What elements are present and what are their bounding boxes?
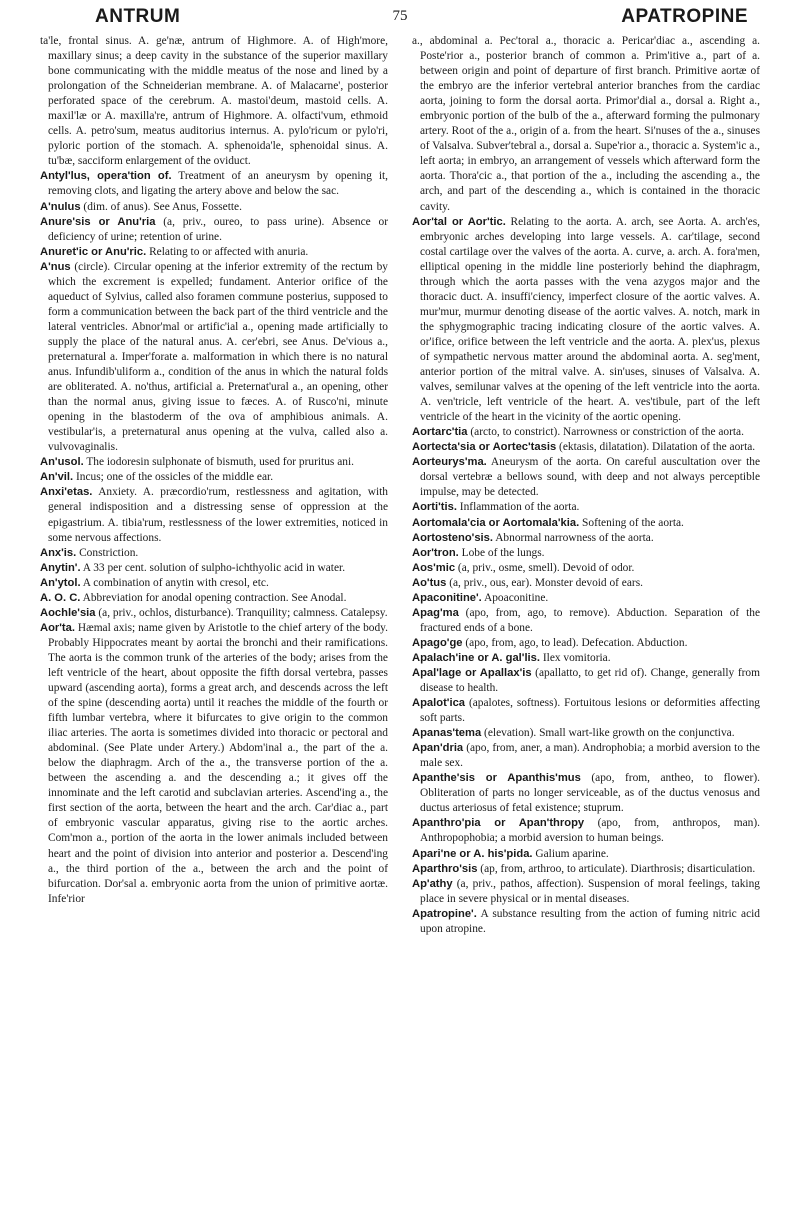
entry-definition: (apo, from, antheo, to flower). Obliteration of parts no longer serviceable, as of the ductus venosus and ductus arteriosus of fetal existence; stuprum. xyxy=(420,772,760,815)
dictionary-entry xyxy=(412,907,760,937)
dictionary-entry xyxy=(412,666,760,696)
dictionary-entry xyxy=(412,440,760,455)
entry-definition: (apo, from, anthropos, man). Anthropophobia; a morbid aversion to human beings. xyxy=(420,817,760,845)
dictionary-entry xyxy=(412,531,760,546)
dictionary-entry xyxy=(412,862,760,877)
entry-headword: Apalach'ine or A. gal'lis. xyxy=(412,651,541,664)
dictionary-entry xyxy=(40,591,388,606)
header-last-word: APATROPINE xyxy=(621,6,748,27)
dictionary-entry xyxy=(412,771,760,816)
entry-definition: (ektasis, dilatation). Dilatation of the aorta. xyxy=(556,441,756,454)
dictionary-entry xyxy=(40,455,388,470)
entry-headword: Apag'ma xyxy=(412,606,459,619)
entry-definition: (a, priv., ochlos, disturbance). Tranquility; calmness. Catalepsy. xyxy=(95,606,388,619)
dictionary-entry xyxy=(40,169,388,199)
dictionary-entry xyxy=(412,816,760,846)
entry-definition: Abbreviation for anodal opening contraction. See Anodal. xyxy=(80,591,347,604)
dictionary-entry xyxy=(412,606,760,636)
dictionary-entry xyxy=(412,591,760,606)
entry-definition: Softening of the aorta. xyxy=(579,516,684,529)
entry-headword: Ap'athy xyxy=(412,877,453,890)
entry-definition: Anxiety. A. præcordio'rum, restlessness and agitation, with general indisposition and a distressing sense of oppression at the epigastrium. A. tibia'rum, restlessness of the lower extremities, noticed in some nervous affections. xyxy=(48,486,388,544)
entry-headword: Apari'ne or A. his'pida. xyxy=(412,847,533,860)
dictionary-entry xyxy=(40,245,388,260)
dictionary-entry xyxy=(412,696,760,726)
entry-headword: Aor'tal or Aor'tic. xyxy=(412,215,506,228)
entry-definition: Aneurysm of the aorta. On careful auscultation over the dorsal vertebræ a bellows sound, with deep and not always perceptible impulse, may be detected. xyxy=(420,456,760,499)
dictionary-entry xyxy=(412,516,760,531)
entry-headword: Apal'lage or Apallax'is xyxy=(412,666,532,679)
dictionary-entry xyxy=(412,34,760,215)
entry-definition: A 33 per cent. solution of sulpho-ichthyolic acid in water. xyxy=(80,561,346,574)
dictionary-entry xyxy=(40,546,388,561)
entry-definition: (a, priv., osme, smell). Devoid of odor. xyxy=(455,561,635,574)
dictionary-entry xyxy=(40,34,388,169)
dictionary-entry xyxy=(412,847,760,862)
entry-headword: Aochle'sia xyxy=(40,606,96,619)
entry-headword: Ao'tus xyxy=(412,576,447,589)
entry-definition: a., abdominal a. Pec'toral a., thoracic a. Pericar'diac a., ascending a. Poste'rior a., posterior branch of common a. Prim'itive a., part of a. between origin and point of departure of first branch. Primitive aortæ of the embryo are the inferior vertebral anterior branches from the cardiac aorta, joining to form the dorsal aorta. Primor'dial a., dorsal a. Right a., embryonic portion of the bulb of the a., afterward forming the pulmonary artery. Root of the a., origin of a. from the heart. Si'nuses of the a., sinuses of Valsalva. Subver'tebral a., dorsal a. Supe'rior a., thoracic a. System'ic a., left aorta; in embryo, an arrangement of vessels which afterward form the aorta. Thora'cic a., that portion of the a., including the ascending a., the arch, and part of the descending a., which is contained in the thoracic cavity. xyxy=(412,35,760,213)
entry-definition: ta'le, frontal sinus. A. ge'næ, antrum of Highmore. A. of High'more, maxillary sinus; a deep cavity in the substance of the superior maxillary bone communicating with the middle meatus of the nose and lined by a prolongation of the Schneiderian membrane. A. of Malacarne', posterior perforated space of the cerebrum. A. mastoi'deum, mastoid cells. A. maxil'læ or A. maxilla're, antrum of Highmore. A. olfacti'vum, ethmoid cells. A. petro'sum, meatus auditorius internus. A. pylo'ricum or pylo'ri, pyloric portion of the stomach. A. sphenoida'le, sphenoidal sinus. A. tu'bæ, sacciform enlargement of the oviduct. xyxy=(40,35,388,168)
entry-headword: A'nus xyxy=(40,260,71,273)
dictionary-entry xyxy=(40,215,388,245)
entry-definition: Treatment of an aneurysm by opening it, removing clots, and ligating the artery above and below the sac. xyxy=(48,170,388,198)
dictionary-entry xyxy=(40,606,388,621)
entry-definition: (apallatto, to get rid of). Change, generally from disease to health. xyxy=(420,666,760,695)
entry-definition: (ap, from, arthroo, to articulate). Diarthrosis; disarticulation. xyxy=(477,862,756,875)
entry-definition: Incus; one of the ossicles of the middle ear. xyxy=(73,471,274,484)
dictionary-entry xyxy=(412,741,760,771)
entry-headword: Aor'ta. xyxy=(40,621,75,634)
entry-headword: Apanthro'pia or Apan'thropy xyxy=(412,817,585,830)
entry-headword: Anuret'ic or Anu'ric. xyxy=(40,245,147,258)
entry-definition: Abnormal narrowness of the aorta. xyxy=(492,531,654,544)
dictionary-entry xyxy=(412,500,760,515)
header-first-word: ANTRUM xyxy=(95,6,181,27)
entry-definition: (dim. of anus). See Anus, Fossette. xyxy=(80,200,242,213)
entry-definition: Constriction. xyxy=(76,546,139,559)
dictionary-entry xyxy=(412,215,760,426)
entry-headword: Apaconitine'. xyxy=(412,591,482,604)
entry-definition: Ilex vomitoria. xyxy=(540,651,611,664)
entry-definition: Relating to the aorta. A. arch, see Aorta. A. arch'es, embryonic arches developing into large vessels. A. car'tilage, second costal cartilage over the valves of the aorta. A. curve, a. arch. A. fora'men, elliptical opening in the middle line posteriorly behind the diaphragm, through which the aorta passes with the vena azygos major and the thoracic duct. A. insuffi'ciency, imperfect closure of the aortic valves. A. mur'mur, murmur denoting disease of the aortic valves. A. notch, mark in the sphygmographic tracing indicating closure of the aortic valves. A. or'ifice, orifice between the left ventricle and the aorta. A. plex'us, plexus of sympathetic nervous matter around the abdominal aorta. A. seg'ment, anterior portion of the mitral valve. A. sin'uses, sinuses of Valsalva. A. valves, semilunar valves at the opening of the left ventricle into the aorta. A. ven'tricle, left ventricle of the heart. A. ves'tibule, part of the left ventricle of the heart in the vicinity of the aortic opening. xyxy=(420,215,760,424)
entry-definition: (a, priv., ous, ear). Monster devoid of ears. xyxy=(446,576,643,589)
dictionary-entry xyxy=(412,576,760,591)
entry-headword: Aortosteno'sis. xyxy=(412,531,493,544)
entry-headword: Aparthro'sis xyxy=(412,862,478,875)
entry-definition: (a, priv., oureo, to pass urine). Absence or deficiency of urine; retention of urine. xyxy=(48,215,388,243)
dictionary-entry xyxy=(40,561,388,576)
entry-headword: Apago'ge xyxy=(412,636,463,649)
entry-definition: Hæmal axis; name given by Aristotle to the chief artery of the body. Probably Hippocrates meant by aortai the bronchi and their ramifications. The aorta is the common trunk of the arteries of the body; arises from the left ventricle of the heart, about opposite the fifth dorsal vertebra, passes upward (ascending aorta), forms a great arch, and descends across the left of the spine (descending aorta) until it reaches the middle of the fourth or fifth lumbar vertebra, where it bifurcates to give origin to the common iliac arteries. The aorta is sometimes divided into thoracic or pectoral and abdominal. (See Plate under Artery.) Abdom'inal a., the part of the a. below the diaphragm. Arch of the a., the transverse portion of the a. between the ascending a. and the descending a.; it gives off the innominate and the left carotid and subclavian arteries. Ascend'ing a., the first section of the aorta, between the heart and the arch. Car'diac a., part of embryonic vascular apparatus, giving rise to the aortic arches. Com'mon a., portion of the aorta in the lower animals included between heart and the point of division into anterior and posterior a. Descend'ing a., the third portion of the a., between the arch and the point of bifurcation. Dor'sal a. embryonic aorta from the union of primitive aortæ. Infe'rior xyxy=(48,621,388,905)
dictionary-entry xyxy=(40,485,388,545)
dictionary-entry xyxy=(412,877,760,907)
entry-definition: Inflammation of the aorta. xyxy=(456,501,580,514)
page-number: 75 xyxy=(392,8,408,24)
entry-headword: Apan'dria xyxy=(412,742,464,755)
entry-headword: An'vil. xyxy=(40,471,74,484)
entry-definition: (apo, from, aner, a man). Androphobia; a morbid aversion to the male sex. xyxy=(420,742,760,770)
entry-headword: Anure'sis or Anu'ria xyxy=(40,215,156,228)
entry-headword: Anxi'etas. xyxy=(40,486,93,499)
entry-headword: Aorteurys'ma. xyxy=(412,456,487,469)
entry-definition: (apo, from, ago, to remove). Abduction. Separation of the fractured ends of a bone. xyxy=(420,606,760,634)
entry-definition: A substance resulting from the action of fuming nitric acid upon atropine. xyxy=(420,907,760,935)
entry-headword: An'usol. xyxy=(40,456,84,469)
dictionary-entry xyxy=(40,621,388,907)
entry-definition: (arcto, to constrict). Narrowness or constriction of the aorta. xyxy=(467,426,744,439)
entry-definition: Apoaconitine. xyxy=(481,591,549,604)
running-header xyxy=(40,6,760,32)
entry-headword: Aorti'tis. xyxy=(412,501,457,514)
entry-definition: (a, priv., pathos, affection). Suspension of moral feelings, taking place in severe physical or in mental diseases. xyxy=(420,877,760,905)
entry-headword: Apanthe'sis or Apanthis'mus xyxy=(412,772,581,785)
entry-definition: The iodoresin sulphonate of bismuth, used for pruritus ani. xyxy=(83,456,354,469)
dictionary-entry xyxy=(412,546,760,561)
entry-definition: Lobe of the lungs. xyxy=(458,546,545,559)
entry-headword: Aor'tron. xyxy=(412,546,459,559)
dictionary-entry xyxy=(412,455,760,500)
entry-definition: Galium aparine. xyxy=(532,847,609,860)
entry-headword: Anx'is. xyxy=(40,546,77,559)
entry-definition: A combination of anytin with cresol, etc. xyxy=(80,576,269,589)
entry-definition: (circle). Circular opening at the inferior extremity of the rectum by which the excrement is expelled; fundament. Anterior orifice of the aqueduct of Sylvius, called also foramen commune posterius, supposed to form a communication between the back part of the third ventricle and the lateral ventricles. Abnor'mal or artific'ial a., opening made artificially to supply the place of the natural anus. A. cer'ebri, see Anus. De'vious a., preternatural a. Imper'forate a. malformation in which there is no natural anus. Infundib'uliform a., condition of the anus in which the natural folds are obliterated. A. no'thus, artificial a. Preternat'ural a., an opening, other than the normal anus, giving issue to fæces. A. of Rusco'ni, minute opening in the blastoderm of the ova of amphibious animals. A. vestibular'is, a preternatural anus opening at the vulva, called also a. vulvovaginalis. xyxy=(48,260,388,454)
entry-headword: A'nulus xyxy=(40,200,81,213)
entry-headword: Apanas'tema xyxy=(412,727,482,740)
entry-headword: A. O. C. xyxy=(40,591,81,604)
dictionary-entry xyxy=(40,576,388,591)
entry-headword: Aortarc'tia xyxy=(412,426,468,439)
entry-headword: An'ytol. xyxy=(40,576,81,589)
dictionary-entry xyxy=(40,260,388,456)
dictionary-entry xyxy=(412,651,760,666)
left-column xyxy=(40,34,388,1224)
dictionary-entry xyxy=(412,726,760,741)
entry-headword: Apalot'ica xyxy=(412,697,466,710)
entry-headword: Apatropine'. xyxy=(412,907,477,920)
dictionary-entry xyxy=(40,470,388,485)
entry-headword: Antyl'lus, opera'tion of. xyxy=(40,170,172,183)
dictionary-entry xyxy=(412,636,760,651)
entry-definition: (apalotes, softness). Fortuitous lesions or deformities affecting soft parts. xyxy=(420,697,760,725)
right-column xyxy=(412,34,760,1224)
entry-headword: Aos'mic xyxy=(412,561,456,574)
dictionary-entry xyxy=(412,561,760,576)
entry-definition: Relating to or affected with anuria. xyxy=(146,245,309,258)
entry-definition: (elevation). Small wart-like growth on the conjunctiva. xyxy=(481,727,735,740)
entry-headword: Anytin'. xyxy=(40,561,81,574)
entry-definition: (apo, from, ago, to lead). Defecation. Abduction. xyxy=(462,636,688,649)
dictionary-entry xyxy=(412,425,760,440)
entry-headword: Aortomala'cia or Aortomala'kia. xyxy=(412,516,580,529)
entry-headword: Aortecta'sia or Aortec'tasis xyxy=(412,441,557,454)
dictionary-entry xyxy=(40,200,388,215)
